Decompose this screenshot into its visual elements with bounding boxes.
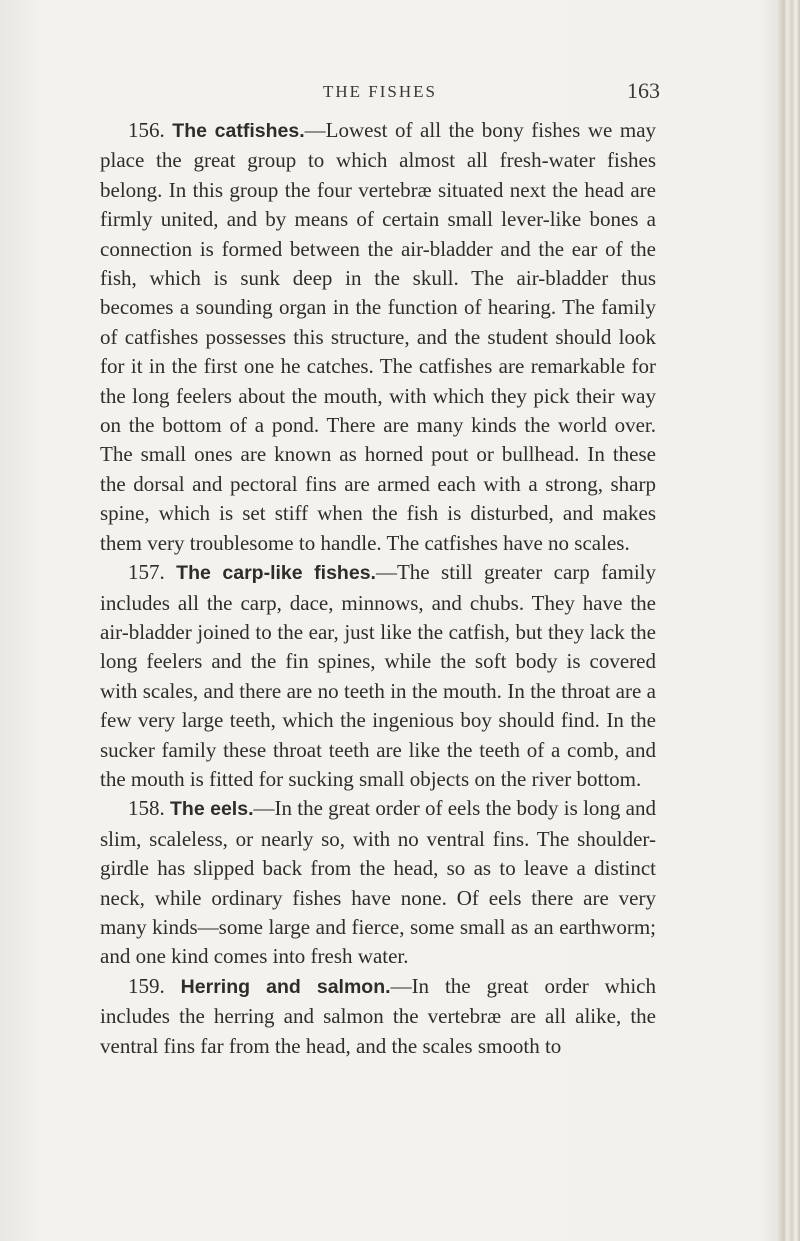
section-159 — [100, 972, 656, 1061]
section-title: The catfishes. — [172, 120, 305, 142]
body-text — [100, 116, 656, 1061]
section-text: —In the great order of eels the body is long and slim, scaleless, or nearly so, with no ventral fins. The shoulder-girdle has slipped back from the head, so as to leave a distinct neck, while ordinary fishes have none. Of eels there are very many kinds—some large and fierce, some small as an earthworm; and one kind comes into fresh water. — [100, 796, 656, 969]
page-number: 163 — [627, 78, 660, 103]
section-number: 159. — [128, 973, 165, 998]
section-number: 158. — [128, 796, 165, 821]
section-text: —The still greater carp family includes all the carp, dace, minnows, and chubs. They have the air-bladder joined to the ear, just like the catfish, but they lack the long feelers and the fin spines, while the soft body is covered with scales, and there are no teeth in the mouth. In the throat are a few very large teeth, which the ingenious boy should find. In the sucker family these throat teeth are like the teeth of a comb, and the mouth is fitted for sucking small objects on the river bottom. — [100, 560, 656, 791]
section-text: —In the great order which includes the herring and salmon the vertebræ are all alike, the ventral fins far from the head, and the scales smooth to — [100, 973, 656, 1058]
section-title: The eels. — [170, 798, 254, 821]
section-title: Herring and salmon. — [180, 975, 391, 998]
running-head: THE FISHES — [323, 82, 437, 101]
page-header — [100, 78, 660, 108]
section-158 — [100, 794, 656, 971]
section-text: —Lowest of all the bony fishes we may place the great group to which almost all fresh-water fishes belong. In this group the four vertebræ situated next the head are firmly united, and by means of certain small lever-like bones a connection is formed between the air-bladder and the ear of the fish, which is sunk deep in the skull. The air-bladder thus becomes a sounding organ in the function of hearing. The family of catfishes possesses this structure, and the student should look for it in the first one he catches. The catfishes are remarkable for the long feelers about the mouth, with which they pick their way on the bottom of a pond. There are many kinds the world over. The small ones are known as horned pout or bullhead. In these the dorsal and pectoral fins are armed each with a strong, sharp spine, which is set stiff when the fish is disturbed, and makes them very troublesome to handle. The catfishes have no scales. — [100, 118, 657, 555]
section-156 — [100, 116, 656, 558]
section-number: 156. — [128, 118, 165, 142]
section-157 — [100, 558, 656, 794]
section-title: The carp-like fishes. — [176, 562, 376, 585]
page-binding-edge — [778, 0, 800, 1241]
section-number: 157. — [128, 560, 165, 585]
